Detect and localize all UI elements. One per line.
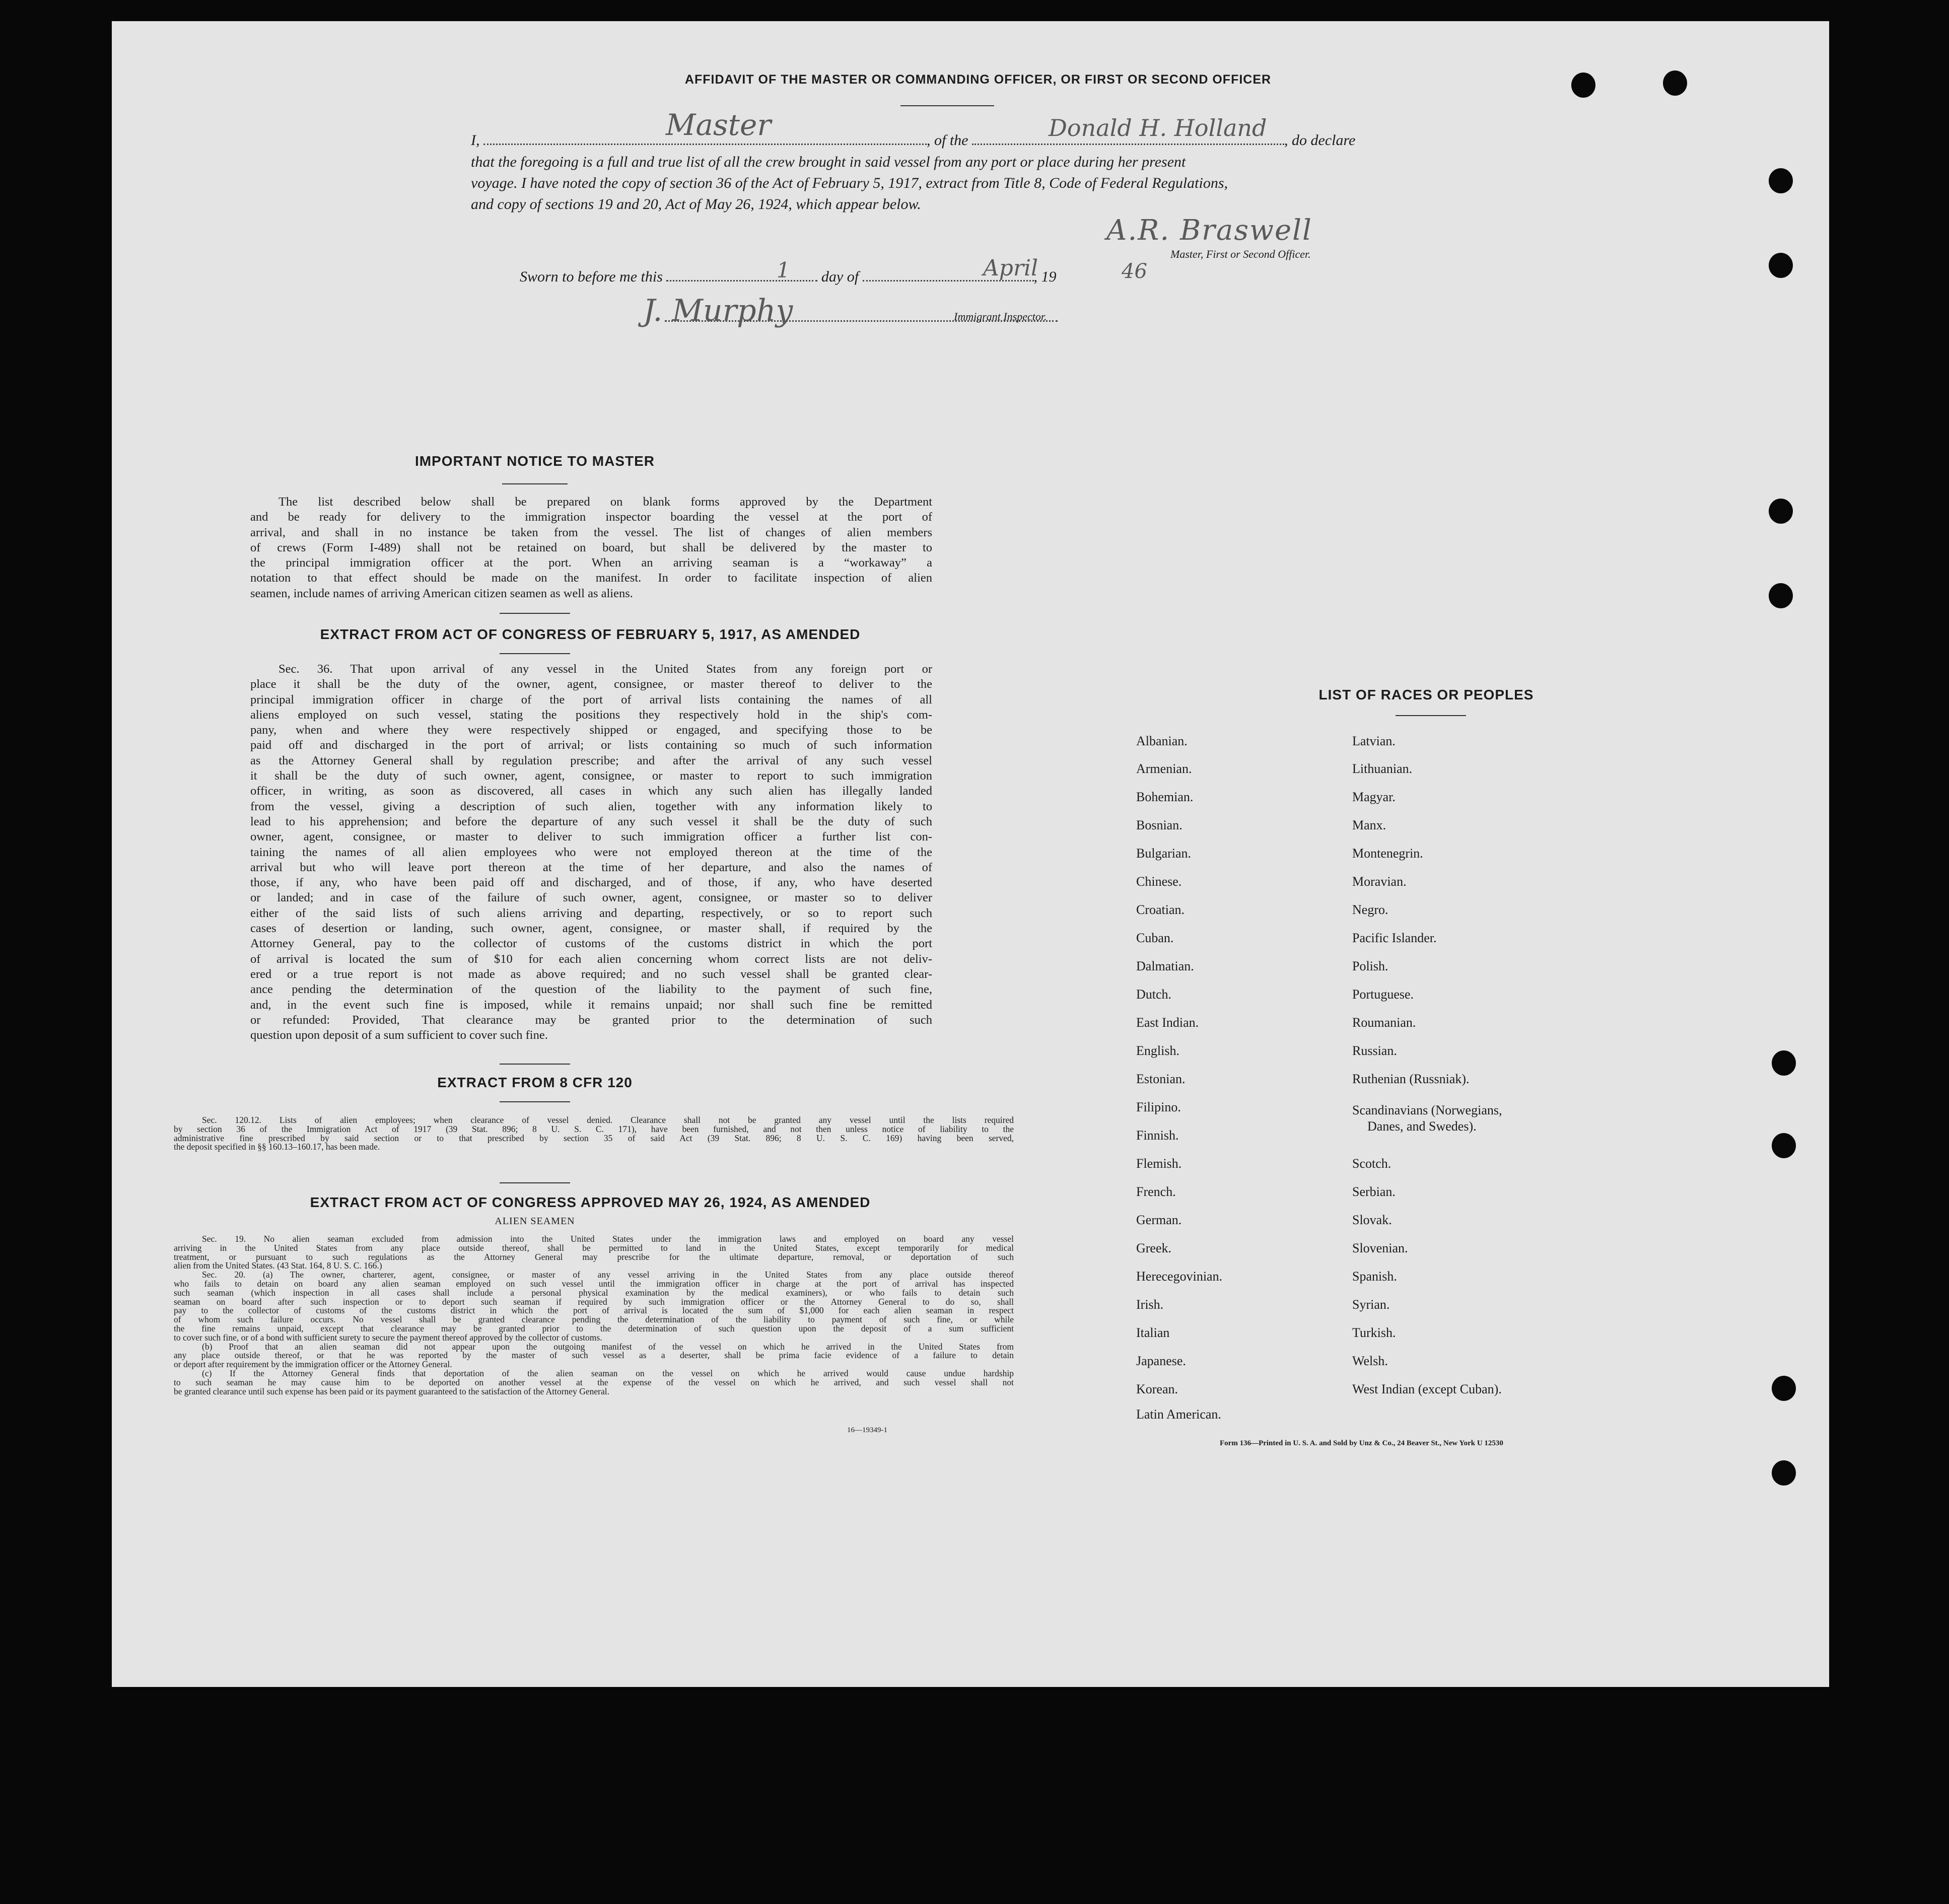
extract-line: arrival but who will leave port thereon at the time of her departure, and also the names of: [250, 860, 932, 874]
race-item: East Indian.: [1136, 1015, 1199, 1030]
race-item: Armenian.: [1136, 761, 1192, 776]
form-code: 16—19349-1: [847, 1426, 887, 1434]
race-item: Flemish.: [1136, 1156, 1182, 1171]
race-item: Ruthenian (Russniak).: [1352, 1072, 1470, 1086]
extract-1924-line: the fine remains unpaid, except that clearance may be granted prior to the determination of such question upon the deposit of a sum sufficient: [174, 1323, 1014, 1333]
i-label: I,: [471, 132, 480, 149]
race-item: Scotch.: [1352, 1156, 1391, 1171]
race-item: Turkish.: [1352, 1325, 1396, 1340]
declaration-line-4: and copy of sections 19 and 20, Act of May 26, 1924, which appear below.: [471, 196, 921, 213]
extract-1924-line: seaman on board after such inspection or to deport such seaman if required by such immigration officer or the Attorney General to do so, shall: [174, 1296, 1014, 1307]
declaration-line-2: that the foregoing is a full and true list of all the crew brought in said vessel from any port or place during her present: [471, 154, 1186, 170]
form-footer: Form 136—Printed in U. S. A. and Sold by Unz & Co., 24 Beaver St., New York U 12530: [1220, 1439, 1503, 1447]
handwritten-month: April: [983, 255, 1038, 281]
race-item: Croatian.: [1136, 902, 1185, 917]
extract-1917-text: [250, 662, 932, 1043]
signature-caption: Master, First or Second Officer.: [1170, 248, 1311, 260]
extract-line: ance pending the determination of the question of the liability to the payment of such fine,: [250, 982, 932, 997]
extract-line: taining the names of all alien employees who were not employed thereon at the time of the: [250, 845, 932, 859]
extract-cfr-text: [174, 1116, 1014, 1152]
extract-1924-text: [174, 1235, 1014, 1396]
race-item: Roumanian.: [1352, 1015, 1416, 1030]
extract-line: of arrival is located the sum of $10 for each alien concerning whom correct lists are not deliv-: [250, 952, 932, 966]
extract-line: officer, in writing, as soon as discovered, all cases in which any such alien has illegally landed: [250, 784, 932, 798]
race-item: French.: [1136, 1184, 1176, 1199]
notice-heading: IMPORTANT NOTICE TO MASTER: [414, 453, 655, 469]
inspector-caption: Immigrant Inspector.: [954, 310, 1047, 323]
extract-line: from the vessel, giving a description of such alien, together with any information likely to: [250, 799, 932, 813]
document-page: [112, 21, 1829, 1687]
race-item: Negro.: [1352, 902, 1388, 917]
cfr-line: the deposit specified in §§ 160.13–160.17, has been made.: [174, 1142, 380, 1152]
extract-line: principal immigration officer in charge of the port of arrival lists containing the names of all: [250, 692, 932, 707]
punch-hole: [1663, 70, 1687, 96]
race-item: Korean.: [1136, 1382, 1178, 1396]
race-item: Japanese.: [1136, 1354, 1186, 1368]
affidavit-title: AFFIDAVIT OF THE MASTER OR COMMANDING OFFICER, OR FIRST OR SECOND OFFICER: [684, 73, 1272, 87]
punch-hole: [1769, 253, 1793, 278]
race-item: Latin American.: [1136, 1407, 1221, 1422]
divider: [900, 105, 994, 106]
race-item: Russian.: [1352, 1043, 1397, 1058]
extract-1917-heading: EXTRACT FROM ACT OF CONGRESS OF FEBRUARY 5, 1917, AS AMENDED: [320, 626, 861, 642]
extract-line: it shall be the duty of such owner, agent, consignee, or master to report to such immigration: [250, 769, 932, 783]
extract-line: Sec. 36. That upon arrival of any vessel in the United States from any foreign port or: [279, 662, 932, 676]
race-item: Finnish.: [1136, 1128, 1179, 1143]
extract-line: pany, when and where they were respectively shipped or engaged, and specifying those to be: [250, 723, 932, 737]
race-item: Albanian.: [1136, 734, 1188, 748]
extract-line: cases of desertion or landing, such owner, agent, consignee, or master shall, if required by the: [250, 922, 932, 936]
punch-hole: [1772, 1050, 1796, 1076]
race-item: Dalmatian.: [1136, 959, 1194, 973]
race-item: Welsh.: [1352, 1354, 1388, 1368]
punch-hole: [1772, 1460, 1796, 1486]
race-item: Danes, and Swedes).: [1367, 1119, 1477, 1134]
extract-1924-line: (c) If the Attorney General finds that deportation of the alien seaman on the vessel on which he arrived would cause undue hardship: [202, 1368, 1014, 1378]
race-item: Bulgarian.: [1136, 846, 1192, 861]
race-item: Magyar.: [1352, 790, 1396, 804]
notice-line: seamen, include names of arriving American citizen seamen as well as aliens.: [250, 586, 633, 600]
punch-hole: [1769, 168, 1793, 193]
race-item: Moravian.: [1352, 874, 1407, 889]
sworn-label: Sworn to before me this: [520, 268, 663, 285]
extract-1924-line: (b) Proof that an alien seaman did not appear upon the outgoing manifest of the vessel on which he arrived in the United States from: [202, 1341, 1014, 1352]
extract-1924-line: Sec. 19. No alien seaman excluded from admission into the United States under the immigration laws and employed on board any vessel: [202, 1234, 1014, 1244]
year-prefix: , 19: [1033, 268, 1057, 285]
race-item: Pacific Islander.: [1352, 931, 1437, 945]
extract-line: ered or a true report is not made as above required; and no such vessel shall be granted clear-: [250, 967, 932, 981]
race-item: Syrian.: [1352, 1297, 1390, 1312]
extract-line: either of the said lists of such aliens arriving and departing, respectively, or so to report such: [250, 906, 932, 920]
race-item: Slovenian.: [1352, 1241, 1408, 1255]
extract-line: as the Attorney General shall by regulation prescribe; and after the arrival of any such vessel: [250, 753, 932, 767]
extract-cfr-heading: EXTRACT FROM 8 CFR 120: [437, 1075, 633, 1090]
handwritten-signature: A.R. Braswell: [1106, 214, 1312, 247]
extract-line: aliens employed on such vessel, stating the positions they respectively hold in the ship's com-: [250, 708, 932, 722]
race-item: Bosnian.: [1136, 818, 1182, 832]
punch-hole: [1769, 499, 1793, 524]
extract-line: question upon deposit of a sum sufficient to cover such fine.: [250, 1028, 548, 1042]
race-item: English.: [1136, 1043, 1179, 1058]
divider: [500, 1064, 570, 1065]
race-item: Dutch.: [1136, 987, 1172, 1002]
cfr-line: by section 36 of the Immigration Act of 1917 (39 Stat. 896; 8 U. S. C. 171), have been furnished, and not then unless notice of liability to the: [174, 1123, 1014, 1134]
extract-1924-heading: EXTRACT FROM ACT OF CONGRESS APPROVED MAY 26, 1924, AS AMENDED: [310, 1194, 871, 1210]
handwritten-day: 1: [777, 258, 790, 283]
notice-line: the principal immigration officer at the port. When an arriving seaman is a “workaway” a: [250, 556, 932, 570]
race-item: Irish.: [1136, 1297, 1164, 1312]
race-item: Latvian.: [1352, 734, 1396, 748]
race-item: Spanish.: [1352, 1269, 1397, 1284]
race-item: Scandinavians (Norwegians,: [1352, 1103, 1502, 1117]
notice-line: The list described below shall be prepared on blank forms approved by the Department: [279, 495, 932, 509]
extract-1924-line: alien from the United States. (43 Stat. 164, 8 U. S. C. 166.): [174, 1260, 382, 1271]
extract-line: or landed; and in case of the failure of such owner, agent, consignee, or master so to deliver: [250, 891, 932, 905]
extract-1924-line: be granted clearance until such expense has been paid or its payment guaranteed to the satisfaction of the Attorney General.: [174, 1386, 609, 1396]
extract-1924-line: such seaman (which inspection in all cases shall include a personal physical examination by the medical examiners), or who fails to detain such: [174, 1287, 1014, 1298]
of-the-label: , of the: [927, 132, 968, 149]
handwritten-role: Master: [666, 108, 772, 142]
race-item: Portuguese.: [1352, 987, 1414, 1002]
extract-1924-subheading: ALIEN SEAMEN: [495, 1216, 575, 1227]
extract-line: owner, agent, consignee, or master to deliver to such immigration officer a further list con-: [250, 830, 932, 844]
punch-hole: [1571, 73, 1595, 98]
race-item: Chinese.: [1136, 874, 1182, 889]
race-item: Montenegrin.: [1352, 846, 1423, 861]
extract-line: lead to his apprehension; and before the departure of any such vessel it shall be the duty of such: [250, 814, 932, 828]
race-item: West Indian (except Cuban).: [1352, 1382, 1502, 1396]
race-item: Filipino.: [1136, 1100, 1181, 1114]
handwritten-inspector: J. Murphy: [643, 293, 793, 328]
notice-line: arrival, and shall in no instance be taken from the vessel. The list of changes of alien members: [250, 525, 932, 539]
extract-1924-line: or deport after requirement by the immigration officer or the Attorney General.: [174, 1359, 452, 1370]
divider: [500, 1101, 570, 1102]
notice-line: and be ready for delivery to the immigration inspector boarding the vessel at the port of: [250, 510, 932, 524]
punch-hole: [1769, 583, 1793, 608]
declaration-line-3: voyage. I have noted the copy of section 36 of the Act of February 5, 1917, extract from Title 8, Code of Federal Regulations,: [471, 175, 1228, 191]
extract-1924-line: to such seaman he may cause him to be deported on another vessel at the expense of the vessel on which he arrived, and such vessel shall not: [174, 1377, 1014, 1387]
declare-label: , do declare: [1284, 132, 1356, 149]
race-item: Herecegovinian.: [1136, 1269, 1223, 1284]
race-item: Greek.: [1136, 1241, 1172, 1255]
extract-1924-line: who fails to detain on board any alien seaman employed on such vessel until the immigration officer in charge at the port of arrival has inspected: [174, 1278, 1014, 1289]
race-item: German.: [1136, 1213, 1182, 1227]
divider: [1396, 715, 1466, 716]
extract-line: those, if any, who have been paid off and discharged, and of those, if any, who have deserted: [250, 876, 932, 890]
extract-line: and, in the event such fine is imposed, while it remains unpaid; nor shall such fine be remitted: [250, 998, 932, 1012]
extract-line: Attorney General, pay to the collector of customs of the customs district in which the port: [250, 937, 932, 951]
race-item: Cuban.: [1136, 931, 1174, 945]
race-item: Italian: [1136, 1325, 1170, 1340]
race-item: Polish.: [1352, 959, 1388, 973]
notice-text: [250, 495, 932, 601]
race-item: Slovak.: [1352, 1213, 1392, 1227]
divider: [500, 613, 570, 614]
day-of-label: day of: [821, 268, 859, 285]
extract-line: place it shall be the duty of the owner, agent, consignee, or master thereof to deliver to the: [250, 677, 932, 691]
extract-1924-line: arriving in the United States from any place outside thereof, shall be permitted to land in the United States, except temporarily for medical: [174, 1242, 1014, 1253]
extract-1924-line: pay to the collector of customs of the customs district in which the port of arrival is located the sum of $1,000 for each alien seaman in respect: [174, 1305, 1014, 1316]
notice-line: of crews (Form I-489) shall not be retained on board, but shall be delivered by the master to: [250, 540, 932, 554]
race-item: Manx.: [1352, 818, 1386, 832]
extract-1924-line: treatment, or pursuant to such regulations as the Attorney General may prescribe for the ultimate departure, removal, or deportation of such: [174, 1251, 1014, 1262]
extract-1924-line: any place outside thereof, or that he was reported by the master of such vessel as a deserter, shall be prima facie evidence of a failure to detain: [174, 1350, 1014, 1361]
race-item: Lithuanian.: [1352, 761, 1413, 776]
race-item: Bohemian.: [1136, 790, 1194, 804]
races-heading: LIST OF RACES OR PEOPLES: [1318, 687, 1534, 702]
divider: [502, 483, 568, 484]
handwritten-year: 46: [1122, 260, 1147, 283]
punch-hole: [1772, 1133, 1796, 1158]
extract-1924-line: Sec. 20. (a) The owner, charterer, agent, consignee, or master of any vessel arriving in the United States from any place outside thereof: [202, 1270, 1014, 1280]
divider: [500, 653, 570, 654]
race-item: Serbian.: [1352, 1184, 1396, 1199]
notice-line: notation to that effect should be made on the manifest. In order to facilitate inspection of alien: [250, 571, 932, 585]
handwritten-vessel: Donald H. Holland: [1049, 114, 1267, 142]
declaration-line-1: [471, 129, 1549, 151]
race-item: Estonian.: [1136, 1072, 1186, 1086]
extract-1924-line: of whom such failure occurs. No vessel shall be granted clearance pending the determination of the liability to payment of such fine, or while: [174, 1314, 1014, 1325]
extract-line: paid off and discharged in the port of arrival; or lists containing so much of such information: [250, 738, 932, 752]
extract-1924-line: to cover such fine, or of a bond with sufficient surety to secure the payment thereof approved by the collector of customs.: [174, 1332, 602, 1343]
day-field: [666, 266, 817, 281]
cfr-line: Sec. 120.12. Lists of alien employees; when clearance of vessel denied. Clearance shall not be granted any vessel until the lists required: [202, 1115, 1014, 1125]
divider: [500, 1182, 570, 1183]
punch-hole: [1772, 1376, 1796, 1401]
cfr-line: administrative fine prescribed by said section or to that prescribed by section 35 of said Act (39 Stat. 896; 8 U. S. C. 169) having been served,: [174, 1133, 1014, 1143]
extract-line: or refunded: Provided, That clearance may be granted prior to the determination of such: [250, 1013, 932, 1027]
